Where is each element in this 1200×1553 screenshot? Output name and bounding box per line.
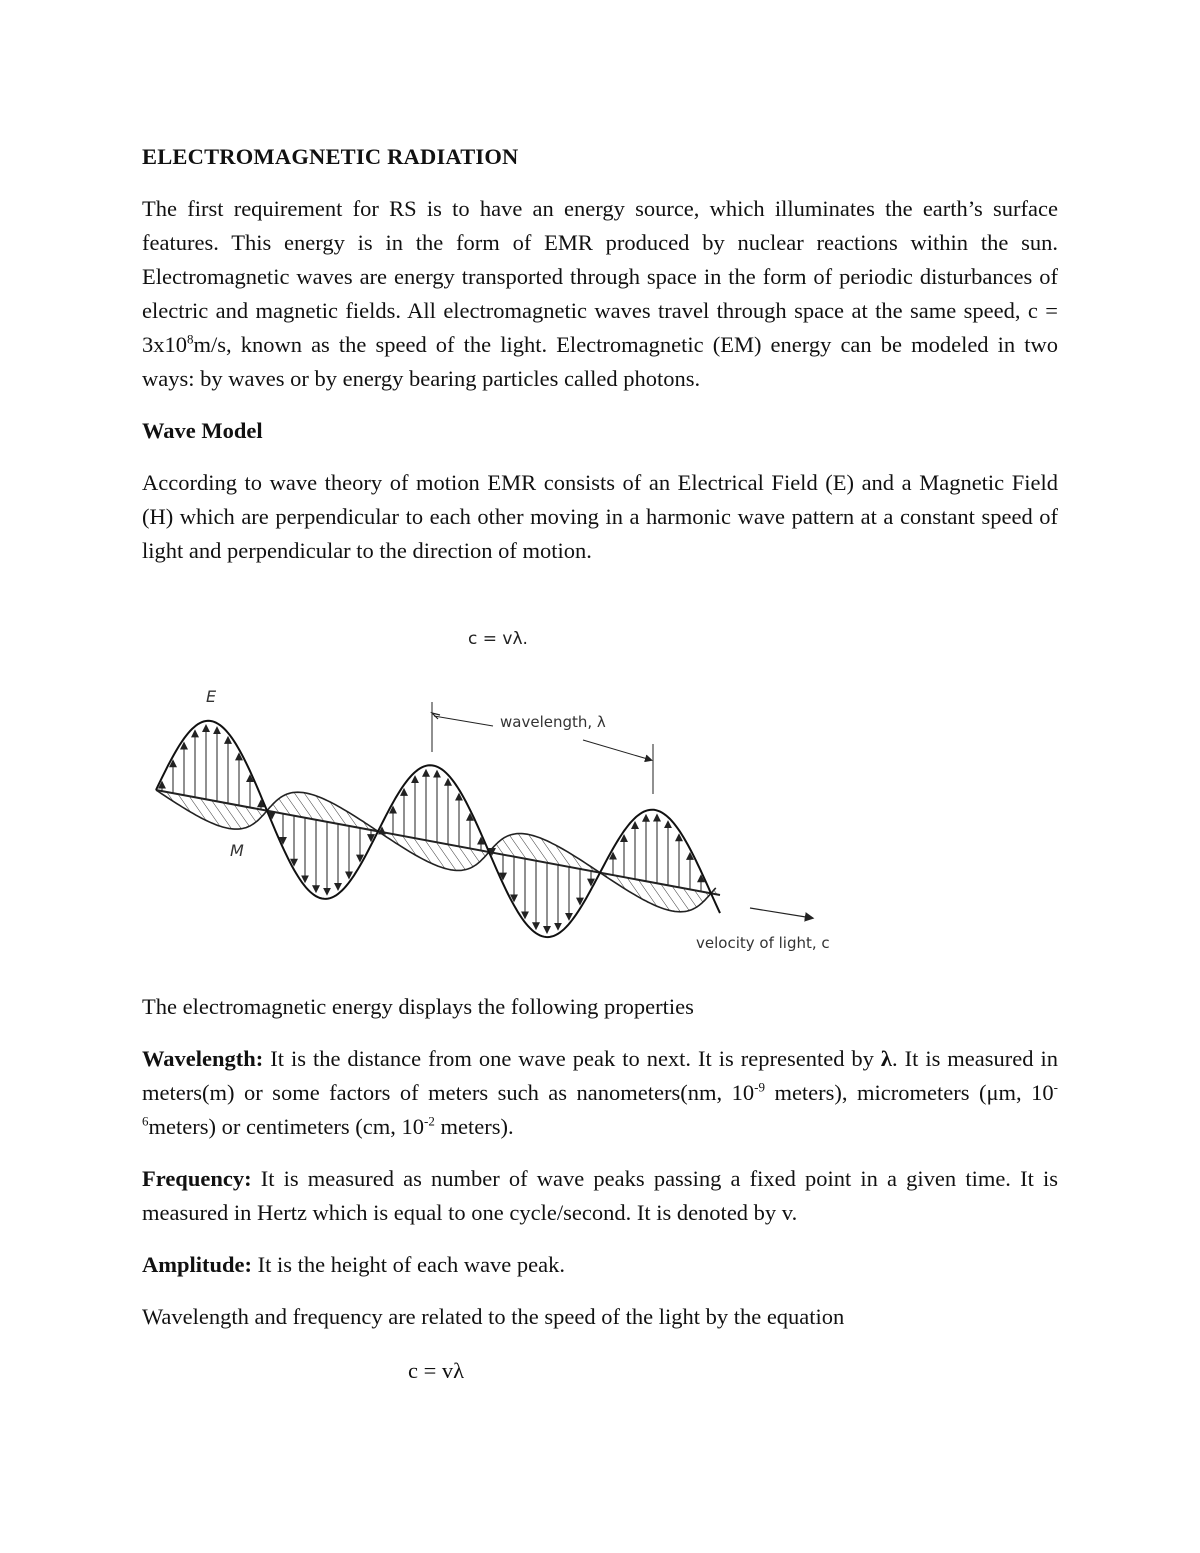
frequency-term: Frequency: [142, 1166, 252, 1191]
wave-model-heading: Wave Model [142, 418, 263, 443]
final-equation: c = vλ [408, 1358, 465, 1383]
intro-text-after: m/s, known as the speed of the light. Electromagnetic (EM) energy can be modeled in two ways: by waves or by energy bearing particles called photons. [142, 332, 1058, 391]
wavelength-text-3: meters), micrometers (μm, 10 [764, 1080, 1054, 1105]
intro-text: The first requirement for RS is to have an energy source, which illuminates the earth’s surface features. This energy is in the form of EMR produced by nuclear reactions within the sun. Electromagnetic waves are energy transported through space in the form of periodic disturbances of electric and magnetic fields. All electromagnetic waves travel through space at the same speed, c = 3x10 [142, 196, 1058, 357]
exponent-nm: -9 [754, 1079, 765, 1095]
wavelength-text-2: . It is measured in meters(m) or some factors of meters such as nanometers(nm, 10 [142, 1046, 1058, 1105]
wavelength-paragraph [142, 1042, 1058, 1144]
amplitude-term: Amplitude: [142, 1252, 253, 1277]
intro-exponent: 8 [187, 331, 194, 347]
wavelength-arrow-left [434, 716, 493, 726]
label-m: M [230, 841, 244, 860]
wavelength-text-1: It is the distance from one wave peak to next. It is represented by [263, 1046, 881, 1071]
wavelength-arrow-right [583, 740, 651, 760]
amplitude-paragraph [142, 1248, 1058, 1282]
label-wavelength: wavelength, λ [500, 713, 606, 731]
lambda-symbol: λ [880, 1046, 892, 1071]
intro-paragraph [142, 192, 1058, 396]
velocity-arrow [750, 908, 812, 918]
relation-paragraph: Wavelength and frequency are related to the speed of the light by the equation [142, 1304, 845, 1329]
wave-drawing [156, 721, 720, 937]
frequency-paragraph [142, 1162, 1058, 1230]
label-velocity: velocity of light, c [696, 934, 830, 952]
properties-intro: The electromagnetic energy displays the following properties [142, 994, 694, 1019]
exponent-cm: -2 [424, 1113, 435, 1129]
em-wave-figure [148, 682, 848, 967]
figure-equation: c = vλ. [468, 629, 528, 649]
wavelength-text-4: meters) or centimeters (cm, 10 [148, 1114, 425, 1139]
amplitude-text: It is the height of each wave peak. [252, 1252, 566, 1277]
frequency-text: It is measured as number of wave peaks passing a fixed point in a given time. It is measured in Hertz which is equal to one cycle/second. It is denoted by v. [142, 1166, 1058, 1225]
wave-model-paragraph: According to wave theory of motion EMR consists of an Electrical Field (E) and a Magnetic Field (H) which are perpendicular to each other moving in a harmonic wave pattern at a constant speed of light and perpendicular to the direction of motion. [142, 470, 1058, 563]
page-title: ELECTROMAGNETIC RADIATION [142, 144, 519, 169]
properties-section [142, 990, 1058, 1352]
label-e: E [206, 687, 217, 706]
wavelength-term: Wavelength: [142, 1046, 264, 1071]
wavelength-text-5: meters). [434, 1114, 514, 1139]
document-body [142, 140, 1058, 586]
exponent-um: -6 [142, 1079, 1058, 1129]
